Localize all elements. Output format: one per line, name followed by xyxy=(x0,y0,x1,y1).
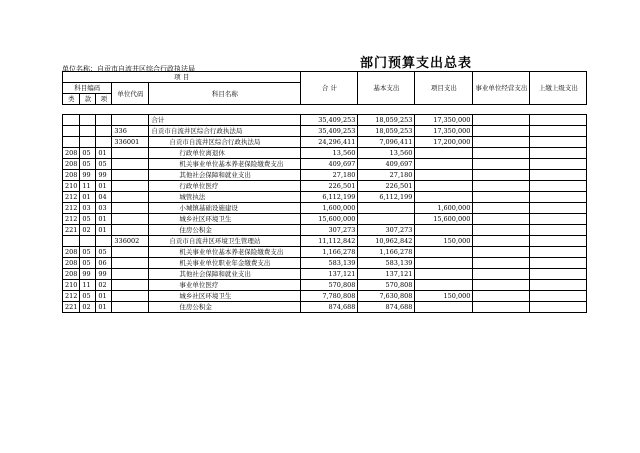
cell-xiang: 01 xyxy=(96,148,112,159)
page-title: 部门预算支出总表 xyxy=(360,56,473,71)
cell-total: 6,112,199 xyxy=(301,192,358,203)
cell-total: 24,296,411 xyxy=(301,137,358,148)
cell-upper xyxy=(530,225,587,236)
cell-xiang: 05 xyxy=(96,247,112,258)
cell-xiang: 01 xyxy=(96,225,112,236)
cell-subject-name: 住房公积金 xyxy=(149,302,301,313)
cell-basic: 570,808 xyxy=(358,280,415,291)
cell-lei: 208 xyxy=(63,247,80,258)
cell-basic: 874,688 xyxy=(358,302,415,313)
table-row xyxy=(63,159,587,170)
cell-xiang: 99 xyxy=(96,170,112,181)
table-row xyxy=(63,170,587,181)
cell-upper xyxy=(530,181,587,192)
cell-upper xyxy=(530,148,587,159)
cell-total: 583,139 xyxy=(301,258,358,269)
cell-total: 35,409,253 xyxy=(301,115,358,126)
cell-unit-code xyxy=(112,170,149,181)
table-row xyxy=(63,192,587,203)
cell-total: 13,560 xyxy=(301,148,358,159)
cell-kuan xyxy=(80,115,96,126)
cell-basic: 10,962,842 xyxy=(358,236,415,247)
cell-business xyxy=(473,148,530,159)
cell-subject-name: 机关事业单位基本养老保险缴费支出 xyxy=(149,247,301,258)
cell-unit-code xyxy=(112,258,149,269)
cell-total: 1,166,278 xyxy=(301,247,358,258)
cell-subject-name: 合计 xyxy=(149,115,301,126)
cell-total: 137,121 xyxy=(301,269,358,280)
cell-upper xyxy=(530,203,587,214)
cell-project: 15,600,000 xyxy=(415,214,473,225)
cell-lei: 210 xyxy=(63,280,80,291)
table-row xyxy=(63,258,587,269)
cell-project xyxy=(415,148,473,159)
cell-upper xyxy=(530,258,587,269)
cell-basic: 18,059,253 xyxy=(358,115,415,126)
cell-lei xyxy=(63,126,80,137)
cell-unit-code xyxy=(112,181,149,192)
cell-kuan: 01 xyxy=(80,192,96,203)
cell-lei: 210 xyxy=(63,181,80,192)
cell-project: 1,600,000 xyxy=(415,203,473,214)
cell-lei: 208 xyxy=(63,148,80,159)
cell-business xyxy=(473,203,530,214)
cell-xiang: 02 xyxy=(96,280,112,291)
cell-basic: 1,166,278 xyxy=(358,247,415,258)
cell-lei xyxy=(63,137,80,148)
cell-unit-code xyxy=(112,159,149,170)
cell-total: 1,600,000 xyxy=(301,203,358,214)
cell-business xyxy=(473,269,530,280)
cell-project xyxy=(415,225,473,236)
header-upper: 上缴上级支出 xyxy=(530,72,587,105)
cell-unit-code: 336 xyxy=(112,126,149,137)
cell-unit-code: 336002 xyxy=(112,236,149,247)
cell-total: 409,697 xyxy=(301,159,358,170)
cell-project xyxy=(415,181,473,192)
cell-upper xyxy=(530,115,587,126)
cell-kuan: 05 xyxy=(80,258,96,269)
table-row xyxy=(63,247,587,258)
cell-kuan xyxy=(80,126,96,137)
cell-kuan: 99 xyxy=(80,170,96,181)
cell-project xyxy=(415,192,473,203)
cell-business xyxy=(473,170,530,181)
cell-basic: 409,697 xyxy=(358,159,415,170)
cell-business xyxy=(473,247,530,258)
cell-kuan: 05 xyxy=(80,291,96,302)
cell-unit-code xyxy=(112,115,149,126)
table-row xyxy=(63,214,587,225)
cell-subject-name: 事业单位医疗 xyxy=(149,280,301,291)
cell-business xyxy=(473,126,530,137)
blank-row xyxy=(63,105,587,115)
cell-basic: 7,096,411 xyxy=(358,137,415,148)
cell-basic: 7,630,808 xyxy=(358,291,415,302)
cell-subject-name: 行政单位离退休 xyxy=(149,148,301,159)
cell-subject-name: 住房公积金 xyxy=(149,225,301,236)
header-kuan: 款 xyxy=(80,94,96,105)
cell-lei xyxy=(63,236,80,247)
header-unit-code: 单位代码 xyxy=(112,83,149,105)
cell-xiang: 99 xyxy=(96,269,112,280)
cell-business xyxy=(473,115,530,126)
cell-subject-name: 机关事业单位基本养老保险缴费支出 xyxy=(149,159,301,170)
cell-total: 15,600,000 xyxy=(301,214,358,225)
cell-upper xyxy=(530,302,587,313)
cell-xiang: 01 xyxy=(96,291,112,302)
cell-subject-name: 其他社会保障和就业支出 xyxy=(149,269,301,280)
table-row xyxy=(63,269,587,280)
cell-unit-code xyxy=(112,225,149,236)
cell-total: 35,409,253 xyxy=(301,126,358,137)
cell-basic: 583,139 xyxy=(358,258,415,269)
cell-kuan: 02 xyxy=(80,225,96,236)
cell-project xyxy=(415,247,473,258)
cell-subject-name: 自贡市自流井区综合行政执法局 xyxy=(149,137,301,148)
cell-project: 150,000 xyxy=(415,291,473,302)
cell-upper xyxy=(530,247,587,258)
cell-kuan: 11 xyxy=(80,280,96,291)
table-row xyxy=(63,302,587,313)
header-lei: 类 xyxy=(63,94,80,105)
cell-kuan: 03 xyxy=(80,203,96,214)
cell-business xyxy=(473,280,530,291)
cell-upper xyxy=(530,192,587,203)
cell-kuan: 99 xyxy=(80,269,96,280)
cell-lei: 212 xyxy=(63,203,80,214)
cell-xiang: 01 xyxy=(96,181,112,192)
header-business: 事业单位经营支出 xyxy=(473,72,530,105)
cell-project xyxy=(415,269,473,280)
cell-upper xyxy=(530,280,587,291)
cell-upper xyxy=(530,137,587,148)
cell-total: 307,273 xyxy=(301,225,358,236)
cell-lei: 212 xyxy=(63,214,80,225)
cell-kuan xyxy=(80,236,96,247)
cell-lei: 221 xyxy=(63,225,80,236)
cell-project xyxy=(415,258,473,269)
cell-total: 570,808 xyxy=(301,280,358,291)
cell-unit-code: 336001 xyxy=(112,137,149,148)
cell-lei: 212 xyxy=(63,192,80,203)
table-row xyxy=(63,126,587,137)
cell-subject-name: 自贡市自流井区环境卫生管理站 xyxy=(149,236,301,247)
cell-basic: 6,112,199 xyxy=(358,192,415,203)
header-total: 合 计 xyxy=(301,72,358,105)
cell-project xyxy=(415,302,473,313)
cell-subject-name: 城乡社区环境卫生 xyxy=(149,214,301,225)
table-row xyxy=(63,148,587,159)
cell-lei: 208 xyxy=(63,159,80,170)
cell-total: 7,780,808 xyxy=(301,291,358,302)
cell-subject-name: 行政单位医疗 xyxy=(149,181,301,192)
cell-upper xyxy=(530,159,587,170)
cell-business xyxy=(473,214,530,225)
cell-kuan: 11 xyxy=(80,181,96,192)
cell-basic: 13,560 xyxy=(358,148,415,159)
cell-unit-code xyxy=(112,214,149,225)
header-code-group: 科目编码 xyxy=(63,83,112,94)
table-body xyxy=(63,115,587,313)
cell-business xyxy=(473,258,530,269)
header-project: 项目支出 xyxy=(415,72,473,105)
header-xiang: 项 xyxy=(96,94,112,105)
header-subject-name: 科目名称 xyxy=(149,83,301,105)
unit-name-label: 单位名称：自贡市自流井区综合行政执法局 xyxy=(62,65,195,73)
cell-business xyxy=(473,236,530,247)
cell-lei: 208 xyxy=(63,258,80,269)
cell-xiang: 04 xyxy=(96,192,112,203)
cell-upper xyxy=(530,126,587,137)
table-row xyxy=(63,115,587,126)
cell-upper xyxy=(530,269,587,280)
cell-xiang: 01 xyxy=(96,214,112,225)
cell-project: 17,350,000 xyxy=(415,126,473,137)
cell-subject-name: 小城镇基础设施建设 xyxy=(149,203,301,214)
table-row xyxy=(63,137,587,148)
cell-xiang xyxy=(96,115,112,126)
cell-basic: 137,121 xyxy=(358,269,415,280)
cell-unit-code xyxy=(112,192,149,203)
cell-upper xyxy=(530,291,587,302)
cell-xiang xyxy=(96,236,112,247)
cell-xiang: 01 xyxy=(96,302,112,313)
cell-xiang xyxy=(96,137,112,148)
cell-upper xyxy=(530,214,587,225)
cell-subject-name: 机关事业单位职业年金缴费支出 xyxy=(149,258,301,269)
cell-business xyxy=(473,192,530,203)
cell-upper xyxy=(530,170,587,181)
cell-project xyxy=(415,159,473,170)
cell-basic xyxy=(358,214,415,225)
table-row xyxy=(63,203,587,214)
cell-basic xyxy=(358,203,415,214)
header-basic: 基本支出 xyxy=(358,72,415,105)
cell-project: 17,200,000 xyxy=(415,137,473,148)
cell-unit-code xyxy=(112,148,149,159)
cell-kuan: 05 xyxy=(80,214,96,225)
budget-table xyxy=(62,71,587,313)
cell-project xyxy=(415,280,473,291)
cell-lei: 221 xyxy=(63,302,80,313)
cell-project xyxy=(415,170,473,181)
cell-business xyxy=(473,181,530,192)
header-project-group: 项 目 xyxy=(63,72,301,83)
cell-business xyxy=(473,291,530,302)
cell-business xyxy=(473,302,530,313)
cell-kuan: 02 xyxy=(80,302,96,313)
cell-basic: 18,059,253 xyxy=(358,126,415,137)
table-row xyxy=(63,280,587,291)
cell-total: 226,501 xyxy=(301,181,358,192)
table-row xyxy=(63,181,587,192)
cell-lei: 212 xyxy=(63,291,80,302)
cell-xiang: 05 xyxy=(96,159,112,170)
table-row xyxy=(63,291,587,302)
cell-total: 11,112,842 xyxy=(301,236,358,247)
cell-unit-code xyxy=(112,269,149,280)
cell-unit-code xyxy=(112,247,149,258)
cell-business xyxy=(473,137,530,148)
cell-unit-code xyxy=(112,291,149,302)
cell-subject-name: 城乡社区环境卫生 xyxy=(149,291,301,302)
cell-basic: 307,273 xyxy=(358,225,415,236)
cell-xiang xyxy=(96,126,112,137)
cell-upper xyxy=(530,236,587,247)
cell-unit-code xyxy=(112,280,149,291)
cell-total: 27,180 xyxy=(301,170,358,181)
cell-project: 150,000 xyxy=(415,236,473,247)
cell-basic: 27,180 xyxy=(358,170,415,181)
cell-project: 17,350,000 xyxy=(415,115,473,126)
cell-kuan xyxy=(80,137,96,148)
cell-kuan: 05 xyxy=(80,247,96,258)
cell-business xyxy=(473,159,530,170)
cell-unit-code xyxy=(112,203,149,214)
cell-business xyxy=(473,225,530,236)
cell-xiang: 03 xyxy=(96,203,112,214)
cell-subject-name: 自贡市自流井区综合行政执法局 xyxy=(149,126,301,137)
table-row xyxy=(63,225,587,236)
cell-xiang: 06 xyxy=(96,258,112,269)
table-row xyxy=(63,236,587,247)
cell-unit-code xyxy=(112,302,149,313)
cell-basic: 226,501 xyxy=(358,181,415,192)
cell-lei xyxy=(63,115,80,126)
cell-subject-name: 城管执法 xyxy=(149,192,301,203)
cell-subject-name: 其他社会保障和就业支出 xyxy=(149,170,301,181)
cell-lei: 208 xyxy=(63,269,80,280)
cell-kuan: 05 xyxy=(80,159,96,170)
cell-total: 874,688 xyxy=(301,302,358,313)
cell-lei: 208 xyxy=(63,170,80,181)
cell-kuan: 05 xyxy=(80,148,96,159)
